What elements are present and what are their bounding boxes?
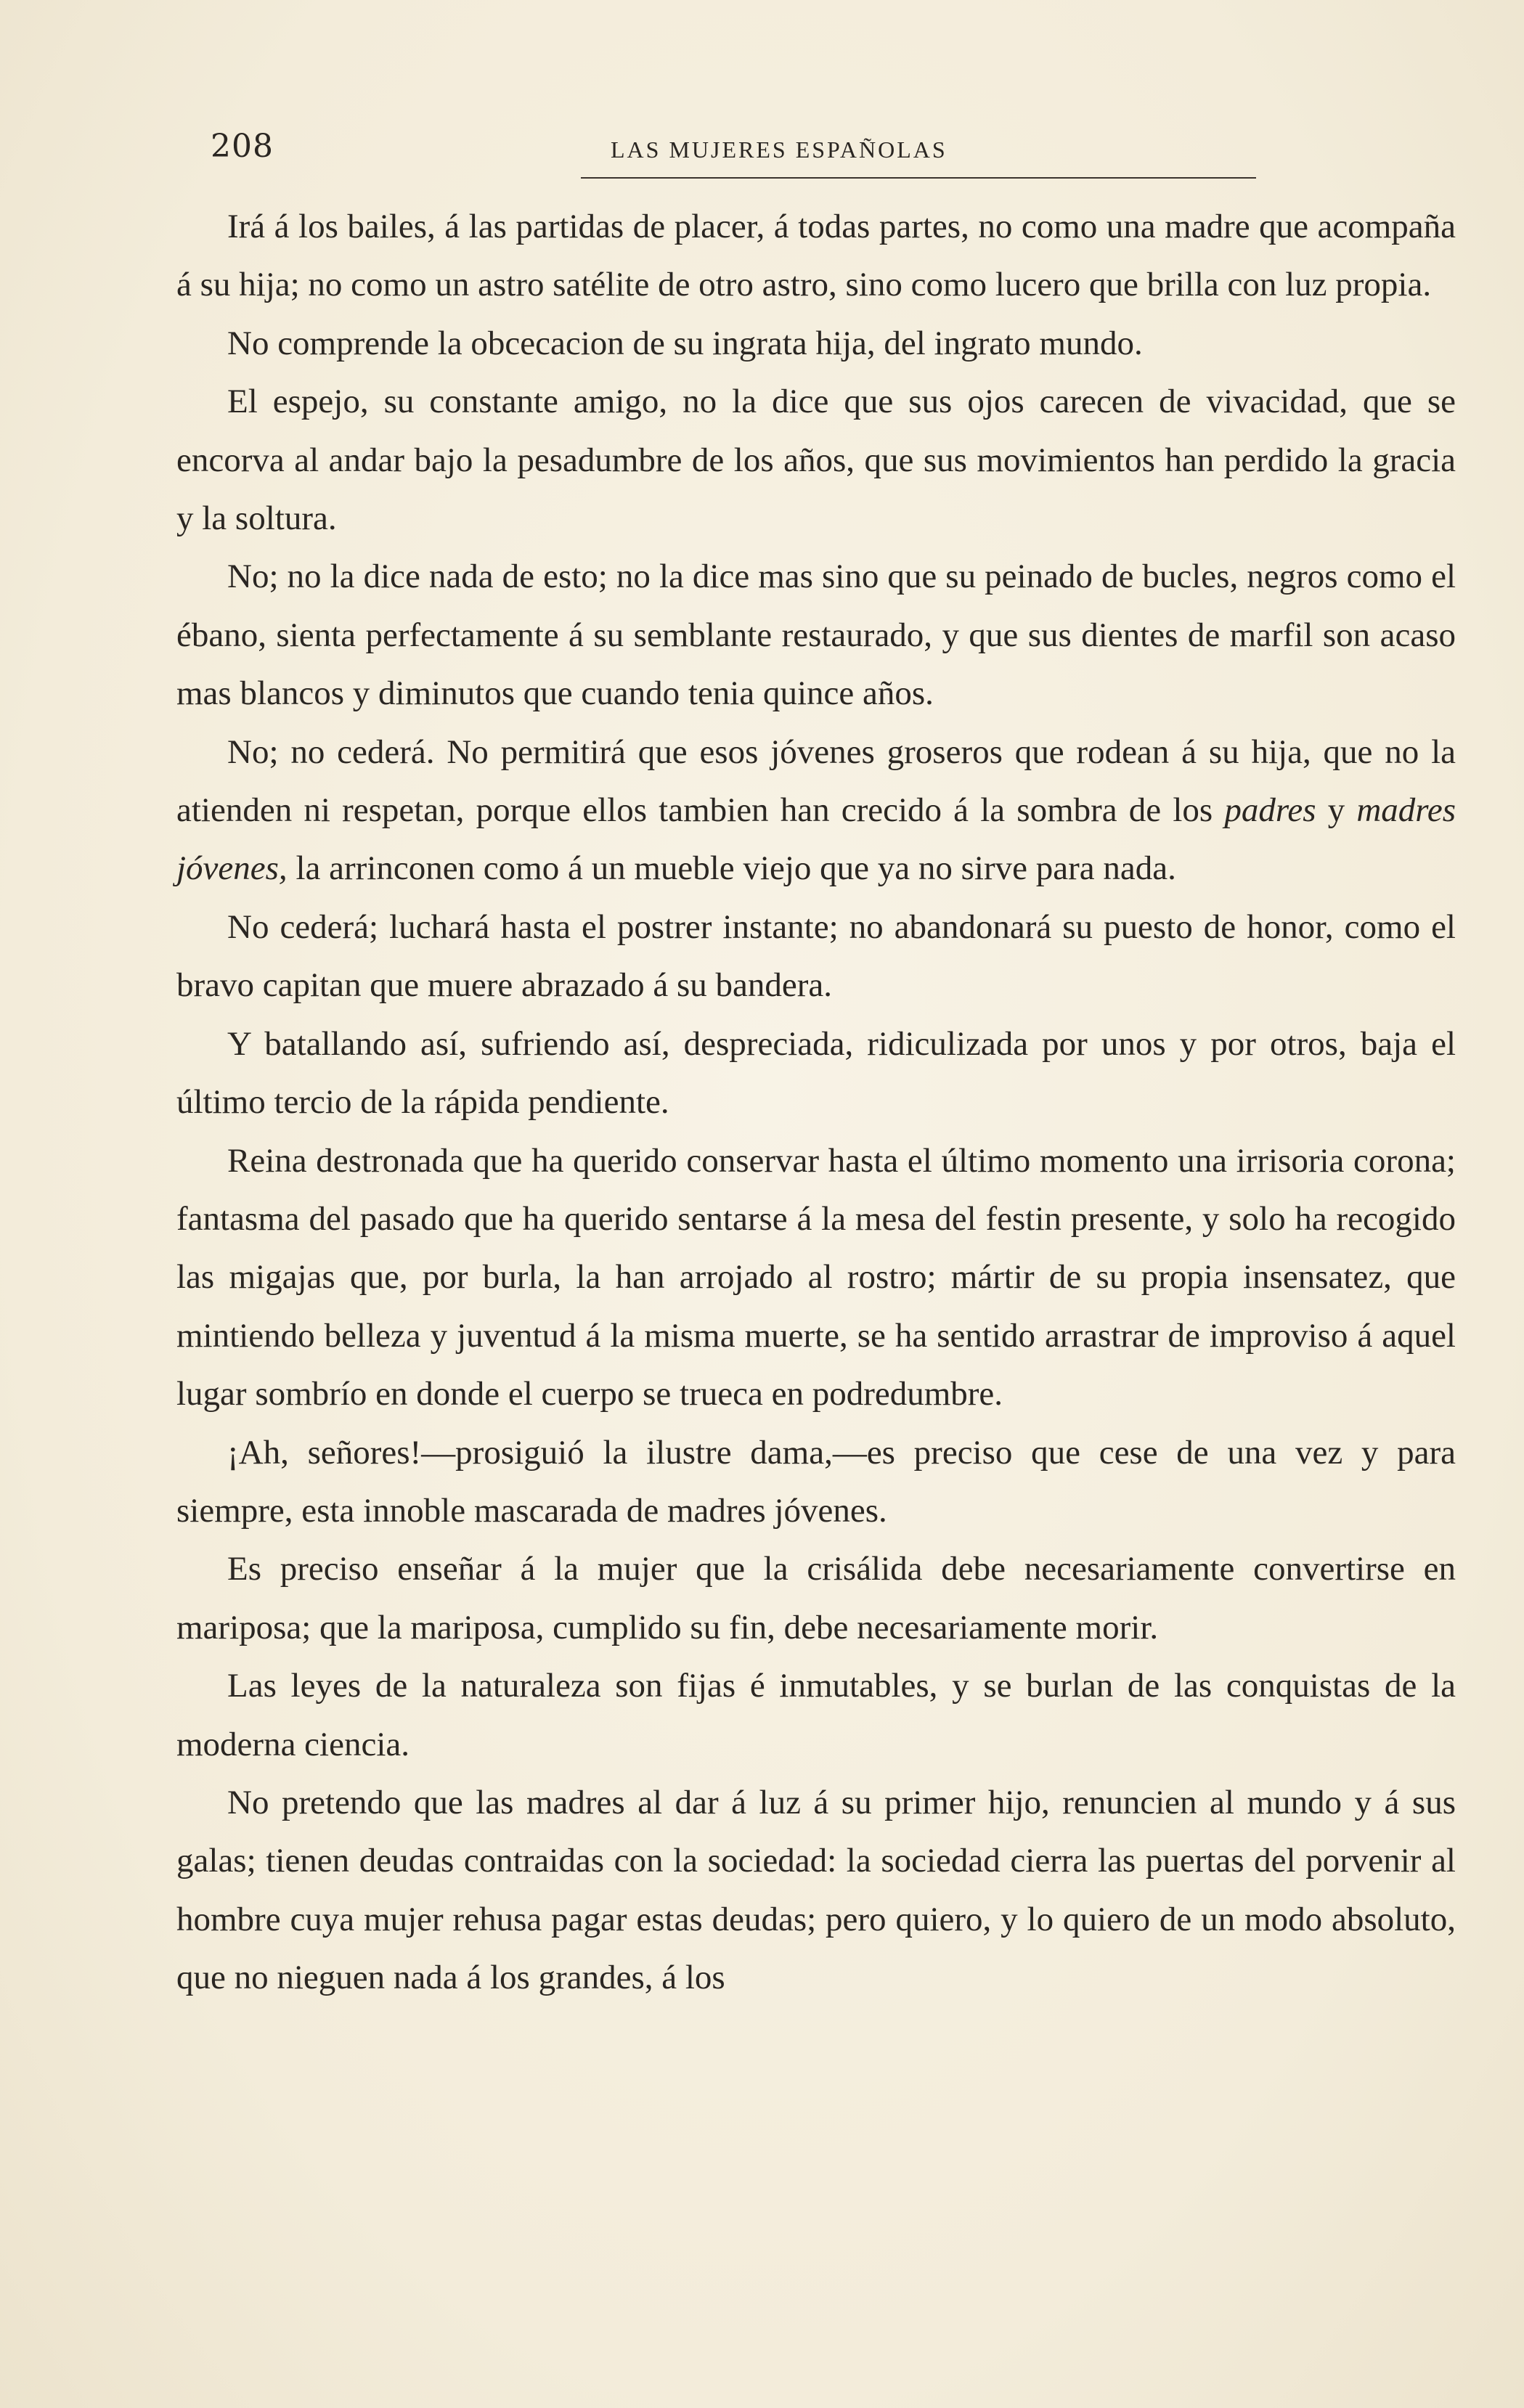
- paragraph: Las leyes de la naturaleza son fijas é inmutables, y se burlan de las conquistas de la moderna ciencia.: [176, 1667, 1456, 1763]
- text-run: y: [1316, 791, 1357, 830]
- paragraph: El espejo, su constante amigo, no la dice que sus ojos carecen de vivacidad, que se encorva al andar bajo la pesadumbre de los años, que sus movimientos han perdido la gracia y la soltura.: [176, 383, 1456, 538]
- paragraph: Es preciso enseñar á la mujer que la crisálida debe necesariamente convertirse en mariposa; que la mariposa, cumplido su fin, debe necesariamente morir.: [176, 1550, 1456, 1646]
- italic-text: padres: [1224, 791, 1316, 830]
- paragraph: No comprende la obcecacion de su ingrata hija, del ingrato mundo.: [227, 324, 1143, 362]
- italic-text: madres jóvenes,: [176, 791, 1456, 888]
- paragraph: Irá á los bailes, á las partidas de placer, á todas partes, no como una madre que acompaña á su hija; no como un astro satélite de otro astro, sino como lucero que brilla con luz propia.: [176, 208, 1456, 304]
- running-title: LAS MUJERES ESPAÑOLAS: [611, 136, 948, 163]
- paragraph: No cederá; luchará hasta el postrer instante; no abandonará su puesto de honor, como el bravo capitan que muere abrazado á su bandera.: [176, 907, 1456, 1005]
- paragraph: Y batallando así, sufriendo así, despreciada, ridiculizada por unos y por otros, baja el último tercio de la rápida pendiente.: [176, 1024, 1456, 1122]
- paragraph: [176, 723, 1456, 898]
- paragraph: Reina destronada que ha querido conservar hasta el último momento una irrisoria corona; fantasma del pasado que ha querido sentarse á la mesa del festin presente, y solo ha recogido las migajas que, por burla, la han arrojado al rostro; mártir de su propia insensatez, que mintiendo belleza y juventud á la misma muerte, se ha sentido arrastrar de improviso á aquel lugar sombrío en donde el cuerpo se trueca en podredumbre.: [176, 1141, 1456, 1413]
- page-number: 208: [211, 128, 274, 165]
- paragraph: No pretendo que las madres al dar á luz á su primer hijo, renuncien al mundo y á sus galas; tienen deudas contraidas con la sociedad: la sociedad cierra las puertas del porvenir al hombre cuya mujer rehusa pagar estas deudas; pero quiero, y lo quiero de un modo absoluto, que no nieguen nada á los grandes, á los: [176, 1783, 1456, 1997]
- text-run: No; no cederá. No permitirá que esos jóvenes groseros que rodean á su hija, que no la atienden ni respetan, porque ellos tambien han crecido á la sombra de los: [176, 732, 1456, 830]
- paragraph: No; no la dice nada de esto; no la dice mas sino que su peinado de bucles, negros como el ébano, sienta perfectamente á su semblante restaurado, y que sus dientes de marfil son acaso mas blancos y diminutos que cuando tenia quince años.: [176, 558, 1456, 713]
- body-text: [176, 197, 1456, 2007]
- text-run: la arrinconen como á un mueble viejo que ya no sirve para nada.: [287, 849, 1176, 888]
- paragraph: ¡Ah, señores!—prosiguió la ilustre dama,—es preciso que cese de una vez y para siempre, esta innoble mascarada de madres jóvenes.: [176, 1433, 1456, 1530]
- page-header: [211, 128, 1445, 171]
- header-rule: [581, 177, 1256, 179]
